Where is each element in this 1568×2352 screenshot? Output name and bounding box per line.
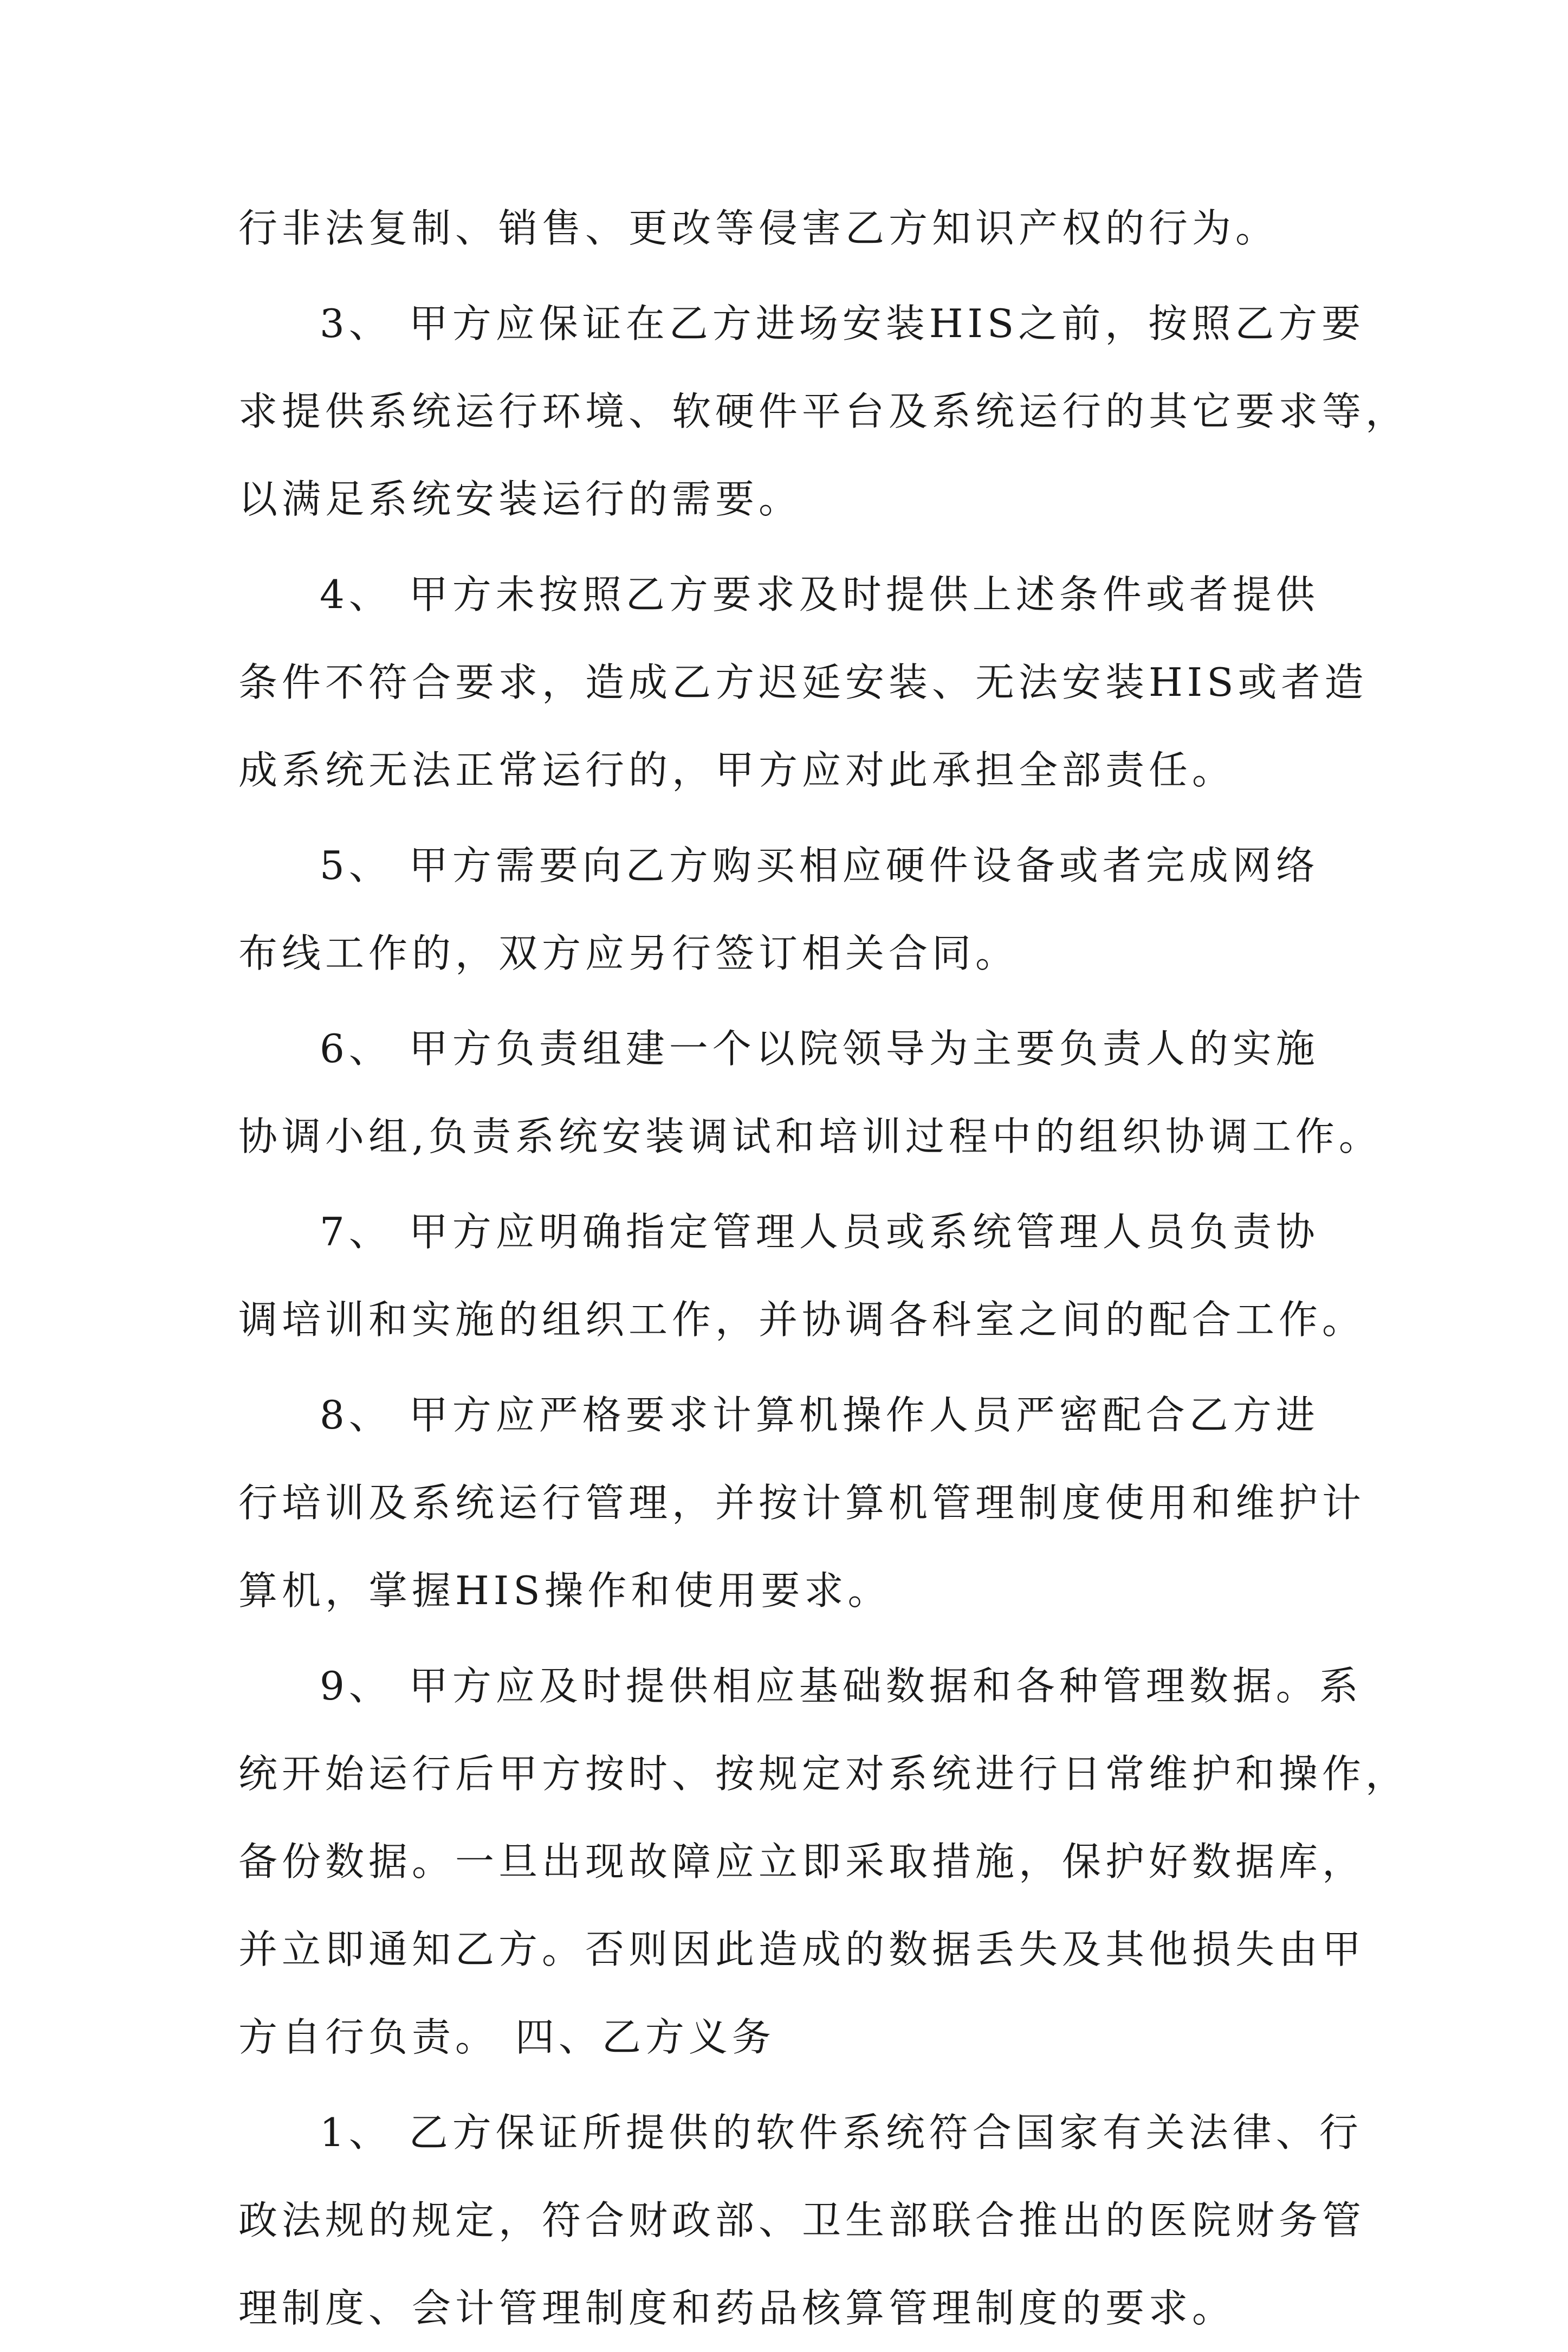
paragraph-gap [238, 1180, 1344, 1188]
paragraph-gap [238, 814, 1344, 822]
paragraph-gap [238, 2081, 1344, 2089]
paragraph-gap [238, 272, 1344, 280]
text-line: 统开始运行后甲方按时、按规定对系统进行日常维护和操作， [238, 1751, 1409, 1797]
text-line: 条件不符合要求，造成乙方迟延安装、无法安装HIS或者造 [238, 660, 1368, 705]
text-line: 成系统无法正常运行的，甲方应对此承担全部责任。 [238, 747, 1236, 793]
paragraph-gap [238, 997, 1344, 1005]
text-line: 6、 甲方负责组建一个以院领导为主要负责人的实施 [320, 1026, 1319, 1071]
text-line: 布线工作的，双方应另行签订相关合同。 [238, 931, 1019, 976]
text-line: 备份数据。一旦出现故障应立即采取措施，保护好数据库， [238, 1839, 1366, 1884]
document-body [238, 184, 1409, 2352]
text-line: 7、 甲方应明确指定管理人员或系统管理人员负责协 [320, 1209, 1319, 1255]
text-line: 求提供系统运行环境、软硬件平台及系统运行的其它要求等， [238, 389, 1409, 434]
text-line: 4、 甲方未按照乙方要求及时提供上述条件或者提供 [320, 572, 1319, 617]
paragraph-gap [238, 543, 1344, 551]
text-line: 方自行负责。 四、乙方义务 [238, 2014, 775, 2060]
text-line: 8、 甲方应严格要求计算机操作人员严密配合乙方进 [320, 1392, 1319, 1438]
text-line: 5、 甲方需要向乙方购买相应硬件设备或者完成网络 [320, 843, 1319, 888]
text-line: 行培训及系统运行管理，并按计算机管理制度使用和维护计 [238, 1480, 1366, 1526]
text-line: 调培训和实施的组织工作，并协调各科室之间的配合工作。 [238, 1297, 1366, 1342]
text-line: 行非法复制、销售、更改等侵害乙方知识产权的行为。 [238, 205, 1279, 251]
text-line: 政法规的规定，符合财政部、卫生部联合推出的医院财务管 [238, 2198, 1366, 2243]
paragraph-gap [238, 1634, 1344, 1642]
text-line: 3、 甲方应保证在乙方进场安装HIS之前，按照乙方要 [320, 301, 1365, 346]
paragraph-gap [238, 1364, 1344, 1371]
text-line: 9、 甲方应及时提供相应基础数据和各种管理数据。系 [320, 1663, 1363, 1709]
text-line: 并立即通知乙方。否则因此造成的数据丢失及其他损失由甲 [238, 1927, 1366, 1972]
text-line: 算机，掌握HIS操作和使用要求。 [238, 1568, 891, 1613]
text-line: 理制度、会计管理制度和药品核算管理制度的要求。 [238, 2285, 1236, 2331]
text-line: 以满足系统安装运行的需要。 [238, 476, 802, 522]
text-line: 1、 乙方保证所提供的软件系统符合国家有关法律、行 [320, 2110, 1363, 2155]
text-line: 协调小组,负责系统安装调试和培训过程中的组织协调工作。 [238, 1114, 1382, 1159]
